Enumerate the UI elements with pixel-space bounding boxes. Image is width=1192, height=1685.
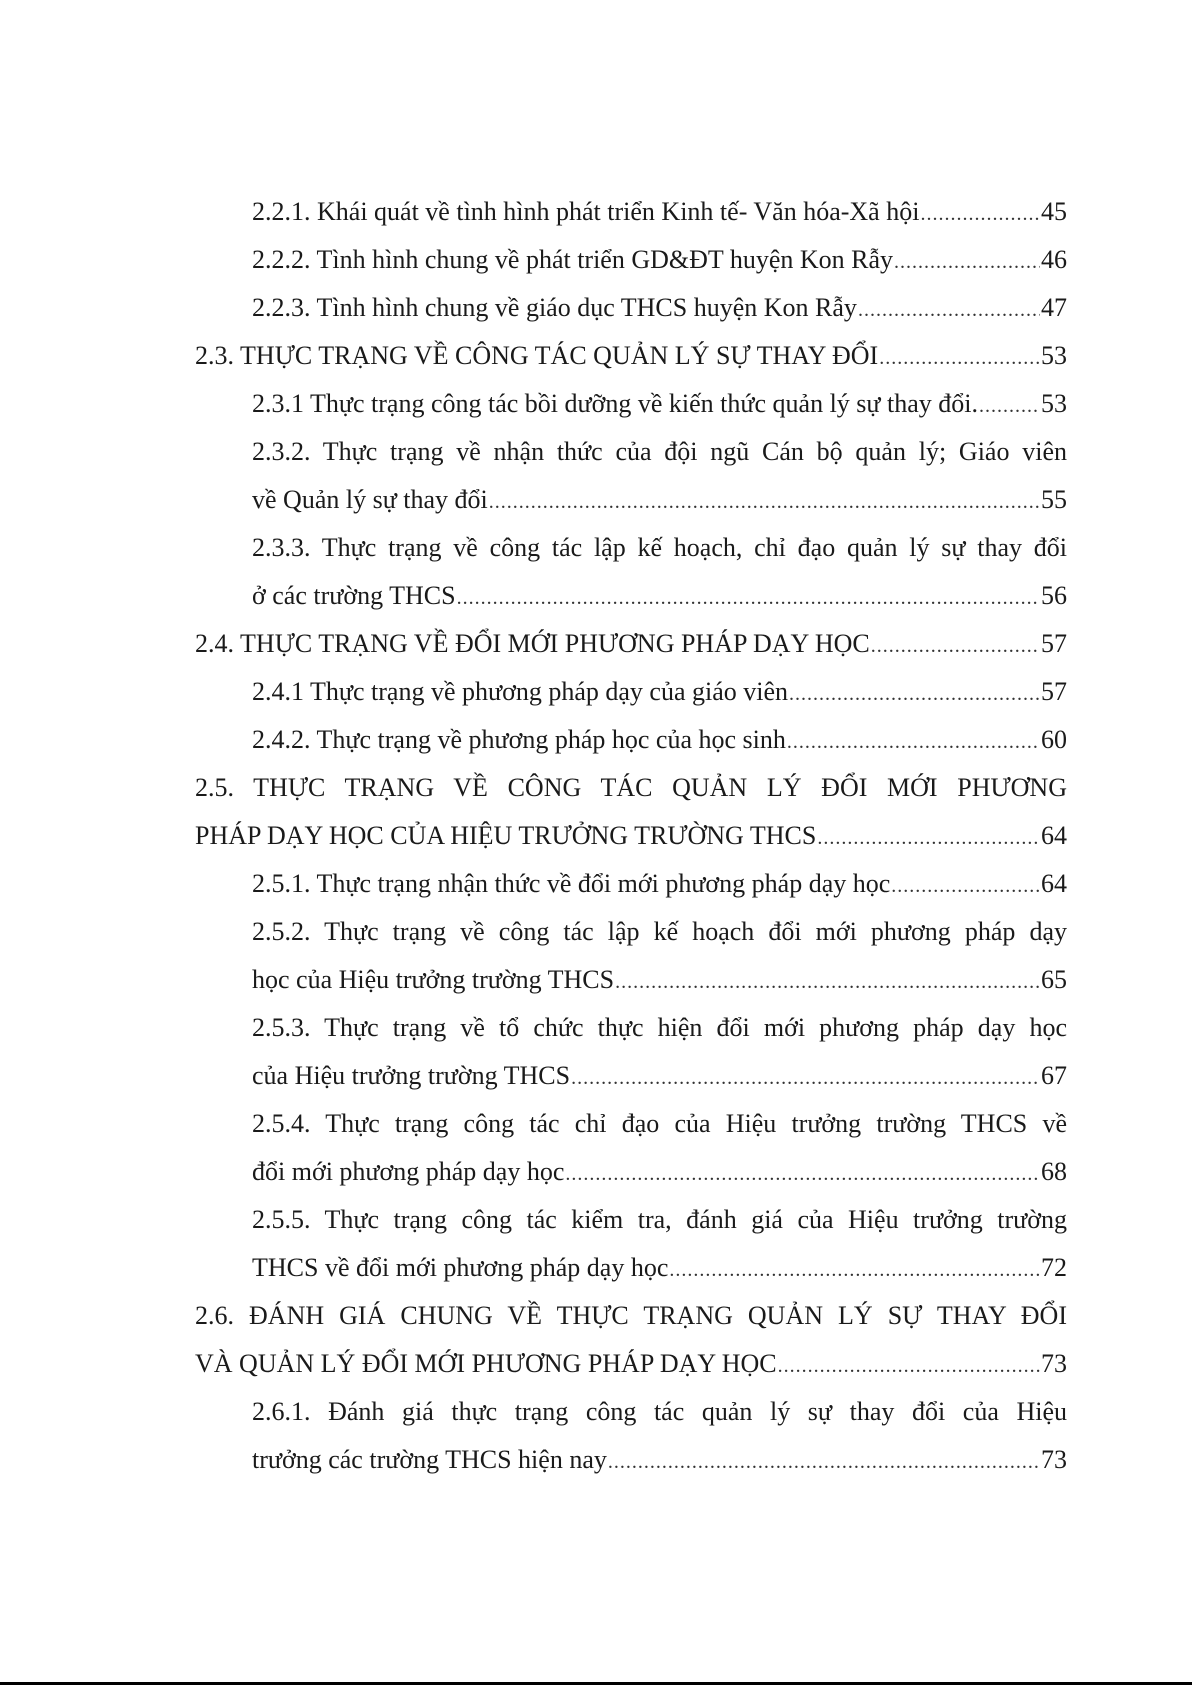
toc-entry-title: 2.4. THỰC TRẠNG VỀ ĐỔI MỚI PHƯƠNG PHÁP DẠY HỌC: [195, 629, 870, 658]
toc-entry-row: [252, 476, 1067, 524]
dot-leader: [894, 238, 1040, 286]
toc-page-number: 65: [1041, 965, 1067, 994]
toc-entry-row: [252, 1436, 1067, 1484]
toc-page-number: 64: [1041, 821, 1067, 850]
toc-entry-title: THCS về đổi mới phương pháp dạy học: [252, 1253, 669, 1282]
dot-leader: [789, 670, 1040, 718]
toc-page-number: 67: [1041, 1061, 1067, 1090]
toc-entry-title: VÀ QUẢN LÝ ĐỔI MỚI PHƯƠNG PHÁP DẠY HỌC: [195, 1349, 777, 1378]
toc-entry-row: [252, 1244, 1067, 1292]
toc-page-number: 56: [1041, 581, 1067, 610]
toc-entry-title: 2.3.1 Thực trạng công tác bồi dưỡng về kiến thức quản lý sự thay đổi.: [252, 389, 978, 418]
toc-entry[interactable]: [195, 284, 1067, 332]
toc-entry-title: 2.4.1 Thực trạng về phương pháp dạy của giáo viên: [252, 677, 789, 706]
dot-leader: [879, 334, 1040, 382]
toc-entry-title: 2.2.1. Khái quát về tình hình phát triển Kinh tế- Văn hóa-Xã hội: [252, 197, 920, 226]
toc-entry-title-line: 2.5. THỰC TRẠNG VỀ CÔNG TÁC QUẢN LÝ ĐỔI MỚI PHƯƠNG: [195, 773, 1067, 802]
toc-entry-title-line: 2.5.2. Thực trạng về công tác lập kế hoạch đổi mới phương pháp dạy: [252, 917, 1067, 946]
toc-entry-row: [252, 1052, 1067, 1100]
toc-entry-row: [252, 860, 1067, 908]
dot-leader: [615, 958, 1040, 1006]
toc-entry[interactable]: [195, 1292, 1067, 1388]
dot-leader: [457, 574, 1040, 622]
toc-page-number: 72: [1041, 1253, 1067, 1282]
toc-entry-title: học của Hiệu trưởng trường THCS: [252, 965, 615, 994]
toc-page-number: 73: [1041, 1445, 1067, 1474]
toc-entry-row: [252, 236, 1067, 284]
toc-entry[interactable]: [195, 860, 1067, 908]
toc-entry-row: [252, 668, 1067, 716]
toc-entry[interactable]: [195, 236, 1067, 284]
toc-page-number: 46: [1041, 245, 1067, 274]
toc-entry-title-line: 2.3.3. Thực trạng về công tác lập kế hoạch, chỉ đạo quản lý sự thay đổi: [252, 533, 1067, 562]
dot-leader: [778, 1342, 1040, 1390]
dot-leader: [891, 862, 1040, 910]
toc-entry[interactable]: [195, 380, 1067, 428]
dot-leader: [817, 814, 1040, 862]
toc-page-number: 53: [1041, 389, 1067, 418]
toc-page-number: 73: [1041, 1349, 1067, 1378]
toc-entry-row: [252, 716, 1067, 764]
toc-page-number: 57: [1041, 629, 1067, 658]
toc-entry-row: [195, 332, 1067, 380]
toc-page-number: 45: [1041, 197, 1067, 226]
dot-leader: [858, 286, 1040, 334]
toc-entry-row: [252, 572, 1067, 620]
toc-entry-title: 2.3. THỰC TRẠNG VỀ CÔNG TÁC QUẢN LÝ SỰ THAY ĐỔI: [195, 341, 879, 370]
toc-page-number: 47: [1041, 293, 1067, 322]
toc-page-number: 64: [1041, 869, 1067, 898]
dot-leader: [571, 1054, 1040, 1102]
dot-leader: [871, 622, 1040, 670]
toc-entry[interactable]: [195, 1388, 1067, 1484]
dot-leader: [489, 478, 1040, 526]
dot-leader: [920, 190, 1040, 238]
toc-entry-row: [195, 620, 1067, 668]
toc-entry[interactable]: [195, 1100, 1067, 1196]
toc-entry[interactable]: [195, 716, 1067, 764]
toc-entry-title-line: 2.5.5. Thực trạng công tác kiểm tra, đánh giá của Hiệu trưởng trường: [252, 1205, 1067, 1234]
toc-entry[interactable]: [195, 764, 1067, 860]
toc-entry-row: [252, 188, 1067, 236]
toc-entry-row: [195, 1340, 1067, 1388]
toc-page-number: 55: [1041, 485, 1067, 514]
toc-entry-row: [252, 1148, 1067, 1196]
toc-entry-title-line: 2.5.3. Thực trạng về tổ chức thực hiện đổi mới phương pháp dạy học: [252, 1013, 1067, 1042]
toc-entry-row: [252, 956, 1067, 1004]
toc-entry-title: về Quản lý sự thay đổi: [252, 485, 488, 514]
toc-entry-title-line: 2.3.2. Thực trạng về nhận thức của đội ngũ Cán bộ quản lý; Giáo viên: [252, 437, 1067, 466]
dot-leader: [608, 1438, 1040, 1486]
toc-page-number: 68: [1041, 1157, 1067, 1186]
toc-entry-title-line: 2.6. ĐÁNH GIÁ CHUNG VỀ THỰC TRẠNG QUẢN LÝ SỰ THAY ĐỔI: [195, 1301, 1067, 1330]
toc-entry-title: 2.5.1. Thực trạng nhận thức về đổi mới phương pháp dạy học: [252, 869, 891, 898]
toc-entry-title: 2.4.2. Thực trạng về phương pháp học của học sinh: [252, 725, 786, 754]
toc-entry[interactable]: [195, 524, 1067, 620]
toc-entry[interactable]: [195, 668, 1067, 716]
table-of-contents: [195, 188, 1067, 1484]
toc-page-number: 53: [1041, 341, 1067, 370]
toc-entry[interactable]: [195, 188, 1067, 236]
toc-entry[interactable]: [195, 428, 1067, 524]
toc-entry[interactable]: [195, 620, 1067, 668]
dot-leader: [979, 382, 1040, 430]
toc-entry-row: [195, 812, 1067, 860]
toc-entry-title: đổi mới phương pháp dạy học: [252, 1157, 565, 1186]
toc-entry-title: trưởng các trường THCS hiện nay: [252, 1445, 607, 1474]
toc-entry[interactable]: [195, 1196, 1067, 1292]
toc-entry-title: của Hiệu trưởng trường THCS: [252, 1061, 571, 1090]
toc-entry-row: [252, 380, 1067, 428]
toc-page-number: 57: [1041, 677, 1067, 706]
toc-entry-title: 2.2.2. Tình hình chung về phát triển GD&ĐT huyện Kon Rẫy: [252, 245, 894, 274]
toc-entry-title-line: 2.6.1. Đánh giá thực trạng công tác quản lý sự thay đổi của Hiệu: [252, 1397, 1067, 1426]
dot-leader: [669, 1246, 1040, 1294]
toc-entry-title: PHÁP DẠY HỌC CỦA HIỆU TRƯỞNG TRƯỜNG THCS: [195, 821, 817, 850]
toc-entry-title-line: 2.5.4. Thực trạng công tác chỉ đạo của Hiệu trưởng trường THCS về: [252, 1109, 1067, 1138]
toc-page-number: 60: [1041, 725, 1067, 754]
dot-leader: [565, 1150, 1040, 1198]
toc-entry[interactable]: [195, 908, 1067, 1004]
toc-entry-row: [252, 284, 1067, 332]
toc-entry-title: 2.2.3. Tình hình chung về giáo dục THCS huyện Kon Rẫy: [252, 293, 857, 322]
toc-entry[interactable]: [195, 332, 1067, 380]
dot-leader: [787, 718, 1040, 766]
toc-entry-title: ở các trường THCS: [252, 581, 456, 610]
toc-entry[interactable]: [195, 1004, 1067, 1100]
